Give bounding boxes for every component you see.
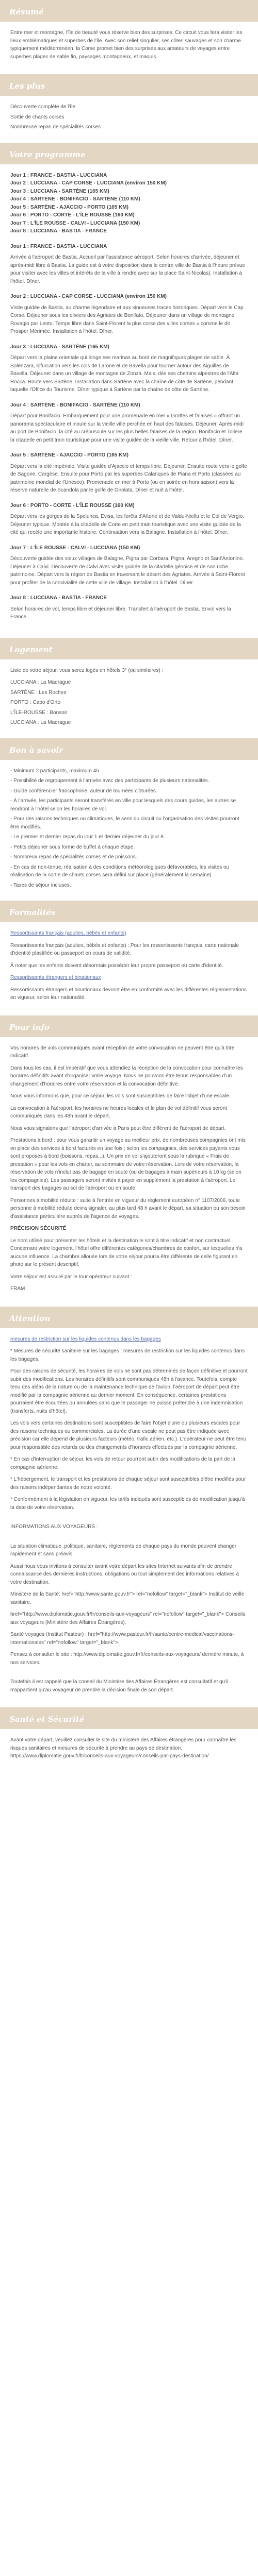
- pour-info-section: [0, 1037, 258, 1307]
- day-block: [10, 502, 248, 537]
- info-paragraph: Prestations à bord : pour vous garantir un voyage au meilleur prix, de nombreuses compagnies ont mis en place des services à bord facturés en une fois ; selon les compagnies, des services payants vous sont proposés à bord (boissons, repas...). Un prix en vol s'ajouteront sous la rubrique « Frais de prestation » pour les vols en charter, au sommaire de votre réservation. Lors de votre réservation, la réservation de vols n'inclut pas de bagage en soute (ou de bagages à main supérieurs à 10 kg (selon les compagnies). Les passagers seront invités à payer en supplément la prestation à l'aéroport. Le transport des bagages au sol de l'aéroport ou en soute.: [10, 1138, 246, 1191]
- hotel-list: [10, 679, 248, 727]
- voyageurs-paragraph: La situation climatique, politique, sanitaire, règlements de chaque pays du monde peuvent changer rapidement et sans préavis.: [10, 1543, 237, 1557]
- operator-name: FRAM: [10, 1286, 25, 1292]
- info-paragraph: Vos horaires de vols communiqués avant réception de votre convocation ne peuvent être qu'à titre indicatif.: [10, 1045, 235, 1059]
- day-block: [10, 544, 248, 587]
- day-block: [10, 243, 248, 286]
- day-title: Jour 1 : FRANCE - BASTIA - LUCCIANA: [10, 243, 107, 249]
- formalites-link[interactable]: Ressortissants français (adultes, bébés et enfants): [10, 930, 126, 936]
- hotel-item: SARTÈNE : Les Roches: [10, 689, 67, 696]
- day-overview-item: Jour 4 : SARTÈNE - BONIFACIO - SARTÈNE (110 KM): [10, 196, 140, 202]
- section-title: Attention: [9, 1313, 51, 1323]
- day-title: Jour 5 : SARTÈNE - AJACCIO - PORTO (165 KM): [10, 452, 128, 458]
- hotel-item: PORTO : Capo d'Orto: [10, 700, 61, 705]
- hotel-item: LUCCIANA : La Madrague: [10, 680, 71, 685]
- attention-paragraph: Les vols vers certaines destinations sont susceptibles de faire l'objet d'une ou plusieurs escales pour des raisons techniques ou commerciales. La durée d'une escale ne peut pas être indiquée avec précision car elle dépend de plusieurs facteurs (météo, trafic aérien, etc.). L'opérateur ne peut être tenu pour responsable des retards ou des changements d'horaires effectués par la compagnie aérienne.: [10, 1420, 247, 1450]
- attention-paragraph: * Conformément à la législation en vigueur, les tarifs indiqués sont susceptibles de modification jusqu'à la date de votre réservation.: [10, 1497, 245, 1511]
- programme-section: [0, 164, 258, 638]
- resume-text: Entre mer et montagne, l'île de beauté vous réserve bien des surprises. Ce circuit vous fera visiter les lieux emblématiques et superbes de l'île. Avec son relief singulier, ses côtes sauvages et son charme typiquement méditerranéen, la Corse promet bien des surprises aux amateurs de voyages entre superbes plages de sable fin, paysages montagneux, et maquis.: [10, 30, 243, 60]
- voyageurs-heading: INFORMATIONS AUX VOYAGEURS :: [10, 1524, 98, 1530]
- info-paragraph: Nous vous informons que, pour ce séjour, les vols sont susceptibles de faire l'objet d'une escale.: [10, 1093, 231, 1099]
- section-title: Logement: [9, 645, 53, 654]
- voyageurs-paragraph: href="http://www.diplomatie.gouv.fr/fr/conseils-aux-voyageurs" rel="nofollow" target="_blank"> Conseils aux voyageurs (Ministère des Affaires Étrangères).: [10, 1612, 246, 1625]
- plus-item: Sortie de chants corses: [10, 114, 64, 120]
- day-title: Jour 6 : PORTO - CORTE - L'ÎLE ROUSSE (160 KM): [10, 502, 135, 509]
- hotel-item: LUCCIANA : La Madrague: [10, 720, 71, 725]
- section-header-sante: [0, 1707, 258, 1729]
- voyageurs-paragraph: Ministère de la Santé: href="http://www.sante.gouv.fr"> rel="nofollow" target="_blank"> Institut de veille sanitaire.: [10, 1591, 245, 1605]
- attention-paragraph: Pour des raisons de sécurité, les horaires de vols ne sont pas déterminés de façon définitive et pourront subir des modifications. Les horaires définitifs sont communiqués 48h à l'avance. Toutefois, compte tenu des aléas de la nature ou de la maintenance technique de l'avion, l'aéroport de départ peut être modifié par la compagnie aérienne au dernier moment. En conséquence, certaines prestations pourraient être écourtées ou annulées sans que le passager ne puisse prétendre à une indemnisation (transferts, nuits d'hôtel).: [10, 1368, 248, 1414]
- resume-section: [0, 22, 258, 74]
- day-overview-item: Jour 3 : LUCCIANA - SARTÈNE (165 KM): [10, 188, 109, 194]
- formalites-text: Ressortissants français (adultes, bébés et enfants) : Pour les ressortissants français, carte nationale d'identité plastifiée ou passeport en cours de validité.: [10, 942, 239, 956]
- days-overview: [10, 172, 248, 235]
- voyageurs-paragraph: Pensez à consulter le site : http://www.diplomatie.gouv.fr/fr/conseils-aux-voyageurs/ dernière minute, à nos services.: [10, 1652, 244, 1666]
- day-text: Découverte guidée des vieux villages de Balagne, Pigna par Corbara, Pigna, Aregno et Sant'Antonino. Déjeuner à Calvi. Découverte de Calvi avec visite guidée de la citadelle génoise et de son riche patrimoine. Départ vers la région de Bastia en traversant le désert des Agriates. Arrivée à Saint-Florent pour profiter de la convivialité de cette ville de village. Installation à l'hôtel. Dîner.: [10, 556, 245, 586]
- section-header-resume: [0, 0, 258, 22]
- plus-section: [0, 96, 258, 143]
- info-paragraph: Dans tous les cas, il est impératif que vous attendiez la réception de la convocation pour connaître les horaires définitifs avant d'organiser votre voyage. Nous ne pouvons être tenus responsables d'un changement d'horaires entre votre réservation et la convocation définitive.: [10, 1065, 243, 1087]
- formalites-section: [0, 922, 258, 1015]
- sante-text: Avant votre départ, veuillez consulter le site du ministère des Affaires étrangères pour connaître les risques sanitaires et mesures de sécurité à prendre au pays de destination. https://www.diplomatie.gouv.fr/fr/conseils-aux-voyageurs/conseils-par-pays-destination/: [10, 1737, 237, 1759]
- section-title: Pour info: [9, 1022, 50, 1032]
- section-header-formalites: [0, 901, 258, 922]
- attention-link[interactable]: mesures de restriction sur les liquides contenus dans les bagages: [10, 1336, 161, 1342]
- day-text: Visite guidée de Bastia, au charme légendaire et aux sinueuses traces historiques. Départ vers le Cap Corse. Déjeuner sous les oliviers des Agriates de Bonifato. Déjeuner dans un village de montagne Rovagio par Lento. Temps libre dans Saint-Florent la plus corse des villes corses « comme le dit Prosper Mérimée. Installation à l'hôtel. Dîner.: [10, 304, 244, 334]
- attention-paragraph: * Mesures de sécurité sanitaire sur les bagages : mesures de restriction sur les liquides contenus dans les bagages.: [10, 1348, 245, 1362]
- day-block: [10, 594, 248, 621]
- day-title: Jour 2 : LUCCIANA - CAP CORSE - LUCCIANA (environ 150 KM): [10, 294, 167, 299]
- day-overview-item: Jour 8 : LUCCIANA - BASTIA - FRANCE: [10, 228, 107, 234]
- section-header-attention: [0, 1307, 258, 1328]
- info-line: - Nombreux repas de spécialités corses et de poissons.: [10, 854, 137, 860]
- day-block: [10, 343, 248, 394]
- day-block: [10, 401, 248, 445]
- attention-paragraph: * L'hébergement, le transport et les prestations de chaque séjour sont susceptibles d'être modifiés pour des raisons indépendantes de notre volonté.: [10, 1477, 246, 1490]
- section-title: Résumé: [9, 7, 44, 16]
- sante-section: [0, 1729, 258, 1774]
- logement-section: [0, 659, 258, 738]
- section-header-logement: [0, 638, 258, 659]
- attention-paragraph: * En cas d'interruption de séjour, les vols de retour pourront subir des modifications de la part de la compagnie aérienne.: [10, 1456, 236, 1470]
- section-title: Formalités: [9, 908, 56, 917]
- section-header-pour-info: [0, 1015, 258, 1037]
- plus-item: Nombreuse repas de spécialités corses: [10, 124, 101, 130]
- info-paragraph: Le nom utilisé pour présenter les hôtels et la destination le sont à titre indicatif et non contractuel. Concernant votre logement, l'hôtel offre différentes catégories/chambres de confort, sur lesquelles n'a aucune influence. La chambre allouée lors de votre séjour pourra être différente de celle figurant en photo sur le présent descriptif.: [10, 1238, 243, 1267]
- voyageurs-paragraph: Toutefois il est rappelé que la conseil du Ministère des Affaires Étrangères est consultatif et qu'il n'appartient qu'au voyageur de prendre la décision finale de son départ.: [10, 1679, 229, 1693]
- day-text: Départ pour Bonifacio. Embarquement pour une promenade en mer « Grottes et falaises » offrant un panorama spectaculaire et inouïe sur la vieille ville perchée en haut des falaises. Déjeuner. Après-midi au port de Bonifacio, la cité au crépuscule sur les plus belles falaises de la région. Bonifacio et Tollere la citadelle en petit train touristique pour une visite guidée de la vieille ville. Retour à l'hôtel. Dîner.: [10, 413, 244, 443]
- day-title: Jour 7 : L'ÎLE ROUSSE - CALVI - LUCCIANA (150 KM): [10, 545, 140, 551]
- day-text: Selon horaires de vol, temps libre et déjeuner libre. Transfert à l'aéroport de Bastia. Envol vers la France.: [10, 606, 231, 620]
- day-title: Jour 3 : LUCCIANA - SARTÈNE (165 KM): [10, 344, 109, 350]
- day-title: Jour 8 : LUCCIANA - BASTIA - FRANCE: [10, 595, 107, 601]
- info-line: - En cas de non-tenue, réalisation à des conditions météorologiques défavorables, les visites ou réalisation de la sortie de chants corses sera défini sur place (généralement la semaine).: [10, 864, 230, 878]
- info-line: - Taxes de séjour incluses.: [10, 882, 71, 888]
- day-overview-item: Jour 1 : FRANCE - BASTIA - LUCCIANA: [10, 172, 107, 178]
- attention-section: [0, 1328, 258, 1708]
- plus-item: Découverte complète de l'île: [10, 104, 75, 110]
- info-line: - Le premier et dernier repas du jour 1 et dernier déjeuner du jour 8.: [10, 834, 165, 840]
- day-text: Départ vers la plaine orientale qui longe ses marinas au bord de magnifiques plages de sable. À Solenzara, bifurcation vers les cols de Larone et de Bavella pour tourner autour des Aiguilles de Bavella. Déjeuner dans un village de montagne de Zonza. Mais, dès ses chemins alpestres de l'Alta Rocca. Route vers Sartène. Installation dans Sartène avec la chaîne de côte de Sartène, pendant laquelle l'Office du Tourisme. Dîner typique à Sartène par la chaîne de côte de Sartène.: [10, 355, 239, 393]
- section-header-plus: [0, 74, 258, 96]
- day-text: Départ vers les gorges de la Spelunca, Evisa, les forêts d'Aïtone et de Valdu-Niellu et le Col de Vergio. Déjeuner typique. Montée à la citadelle de Corte en petit train touristique avec une visite guidée de la cité qui recèle une importante histoire. Continuation vers la Balagne. Installation à l'hôtel. Dîner.: [10, 514, 245, 535]
- formalites-text: Ressortissants étrangers et binationaux devront être en conformité avec les différentes réglementations en vigueur, selon leur nationalité.: [10, 987, 247, 1001]
- info-paragraph: PRÉCISION SÉCURITÉ: [10, 1226, 67, 1231]
- info-paragraph: La convocation à l'aéroport, les horaires ne heures locales et le plan de vol définitif vous seront communiqués dans les 48h avant le départ.: [10, 1105, 227, 1119]
- day-block: [10, 293, 248, 336]
- formalites-link[interactable]: Ressortissants étrangers et binationaux: [10, 975, 101, 980]
- day-text: Départ vers la cité impériale. Visite guidée d'Ajaccio et temps libre. Déjeuner. Ensuite route vers le golfe de Sagone, Cargèse. Ensuite pour Porto par les superbes Calanques de Piana et Porto (classées au patrimoine mondial de l'Unesco). Promenade en mer à Porto (ou en soirée en hors saison) vers la réserve naturelle de Scandola par le golfe de Girolata. Dîner et nuit à l'hôtel.: [10, 463, 247, 493]
- section-title: Votre programme: [9, 149, 86, 159]
- day-text: Arrivée à l'aéroport de Bastia. Accueil par l'assistance aéroport. Selon horaires d'arrivée, déjeuner et après-midi libre à Bastia. La guide est à votre disposition dans le centre ville de Bastia à l'heure prévue pour visiter avec les villes et intérêts de la ville à rendre avec sur la place Saint-Nicolas). Installation à l'hôtel. Dîner.: [10, 255, 245, 284]
- day-overview-item: Jour 6 : PORTO - CORTE - L'ÎLE ROUSSE (160 KM): [10, 212, 135, 218]
- info-line: - Possibilité de regroupement à l'arrivée avec des participants de plusieurs nationalités.: [10, 778, 209, 784]
- day-overview-item: Jour 5 : SARTÈNE - AJACCIO - PORTO (165 KM): [10, 204, 128, 210]
- voyageurs-paragraph: Aussi nous vous invitons à consulter avant votre départ les sites Internet suivants afin de prendre connaissance des dernières instructions, obligations ou tout simplement des informations relatives à votre destination.: [10, 1563, 239, 1585]
- hotel-item: L'ÎLE-ROUSSE : Bonsoir: [10, 709, 68, 716]
- info-line: - Petits déjeuner sous forme de buffet à chaque étape.: [10, 844, 135, 850]
- logement-intro: Liste de votre séjour, vous serez logés en hôtels 3* (ou similaires) :: [10, 667, 164, 673]
- bon-savoir-section: [0, 760, 258, 901]
- info-paragraph: Votre séjour est assuré par le tour opérateur suivant :: [10, 1274, 132, 1280]
- info-paragraph: Personnes à mobilité réduite : suite à l'entrée en vigueur du règlement européen n° 1107/2006, toute personne à mobilité réduite devra signaler, au plus tard 48 h avant le départ, sa situation ou son besoin d'assistance particulière auprès de l'agence de voyages.: [10, 1197, 246, 1219]
- day-block: [10, 451, 248, 495]
- voyageurs-paragraph: Santé voyages (Institut Pasteur) : href="http://www.pasteur.fr/fr/sante/centre-medical/vaccinations-internationales" rel="nofollow" target="_blank">.: [10, 1632, 234, 1646]
- day-overview-item: Jour 7 : L'ÎLE ROUSSE - CALVI - LUCCIANA (150 KM): [10, 220, 140, 226]
- section-header-bon-savoir: [0, 738, 258, 760]
- info-line: - À l'arrivée, les participants seront transférés en ville pour lesquels des cours guides, les autres se rendront à l'hôtel selon les horaires de vol.: [10, 798, 236, 812]
- info-line: - Pour des raisons techniques ou climatiques, le sens du circuit ou l'organisation des visites pourront être modifiés.: [10, 816, 239, 830]
- day-overview-item: Jour 2 : LUCCIANA - CAP CORSE - LUCCIANA (environ 150 KM): [10, 180, 167, 186]
- info-line: - Guide conférencier francophone, auteur de tournées clôturées.: [10, 788, 157, 794]
- section-title: Santé et Sécurité: [9, 1715, 85, 1724]
- info-paragraph: Nous vous signalons que l'aéroport d'arrivée à Paris peut être différent de l'aéroport de départ.: [10, 1125, 226, 1131]
- info-line: - Minimum 2 participants, maximum 45.: [10, 768, 101, 774]
- section-title: Bon à savoir: [9, 745, 63, 755]
- day-title: Jour 4 : SARTÈNE - BONIFACIO - SARTÈNE (110 KM): [10, 402, 140, 408]
- formalites-text: À noter que les enfants doivent désormais posséder leur propre passeport ou carte d'identité.: [10, 962, 223, 969]
- section-title: Les plus: [9, 81, 45, 91]
- section-header-programme: [0, 143, 258, 164]
